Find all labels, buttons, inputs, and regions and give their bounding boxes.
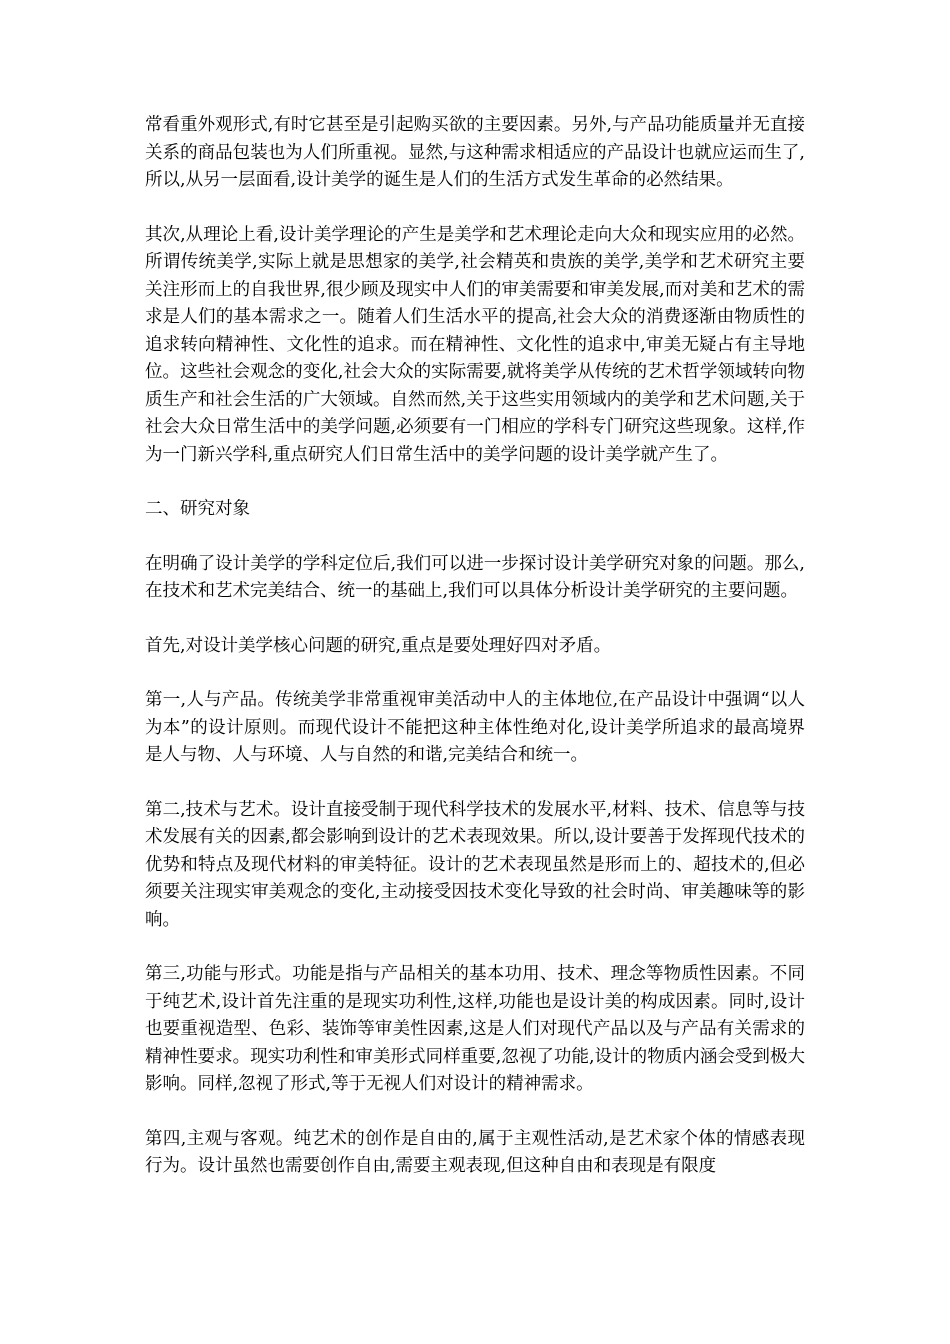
- paragraph-1: 常看重外观形式,有时它甚至是引起购买欲的主要因素。另外,与产品功能质量并无直接关系的商品包装也为人们所重视。显然,与这种需求相适应的产品设计也就应运而生了,所以,从另一层面看,设计美学的诞生是人们的生活方式发生革命的必然结果。: [145, 115, 805, 190]
- paragraph-2: 其次,从理论上看,设计美学理论的产生是美学和艺术理论走向大众和现实应用的必然。所谓传统美学,实际上就是思想家的美学,社会精英和贵族的美学,美学和艺术研究主要关注形而上的自我世界,很少顾及现实中人们的审美需要和审美发展,而对美和艺术的需求是人们的基本需求之一。随着人们生活水平的提高,社会大众的消费逐渐由物质性的追求转向精神性、文化性的追求。而在精神性、文化性的追求中,审美无疑占有主导地位。这些社会观念的变化,社会大众的实际需要,就将美学从传统的艺术哲学领域转向物质生产和社会生活的广大领域。自然而然,关于这些实用领域内的美学和艺术问题,关于社会大众日常生活中的美学问题,必须要有一门相应的学科专门研究这些现象。这样,作为一门新兴学科,重点研究人们日常生活中的美学问题的设计美学就产生了。: [145, 224, 805, 465]
- section-heading: 二、研究对象: [145, 499, 250, 519]
- paragraph-3: 在明确了设计美学的学科定位后,我们可以进一步探讨设计美学研究对象的问题。那么,在技术和艺术完美结合、统一的基础上,我们可以具体分析设计美学研究的主要问题。: [145, 553, 805, 601]
- paragraph-5: 第一,人与产品。传统美学非常重视审美活动中人的主体地位,在产品设计中强调“以人为本”的设计原则。而现代设计不能把这种主体性绝对化,设计美学所追求的最高境界是人与物、人与环境、人与自然的和谐,完美结合和统一。: [145, 690, 805, 765]
- paragraph-4: 首先,对设计美学核心问题的研究,重点是要处理好四对矛盾。: [145, 635, 612, 656]
- paragraph-7: 第三,功能与形式。功能是指与产品相关的基本功用、技术、理念等物质性因素。不同于纯艺术,设计首先注重的是现实功利性,这样,功能也是设计美的构成因素。同时,设计也要重视造型、色彩、装饰等审美性因素,这是人们对现代产品以及与产品有关需求的精神性要求。现实功利性和审美形式同样重要,忽视了功能,设计的物质内涵会受到极大影响。同样,忽视了形式,等于无视人们对设计的精神需求。: [145, 964, 805, 1094]
- body-text: [145, 112, 805, 1208]
- paragraph-8: 第四,主观与客观。纯艺术的创作是自由的,属于主观性活动,是艺术家个体的情感表现行为。设计虽然也需要创作自由,需要主观表现,但这种自由和表现是有限度: [145, 1128, 805, 1176]
- paragraph-6: 第二,技术与艺术。设计直接受制于现代科学技术的发展水平,材料、技术、信息等与技术发展有关的因素,都会影响到设计的艺术表现效果。所以,设计要善于发挥现代技术的优势和特点及现代材料的审美特征。设计的艺术表现虽然是形而上的、超技术的,但必须要关注现实审美观念的变化,主动接受因技术变化导致的社会时尚、审美趣味等的影响。: [145, 799, 805, 930]
